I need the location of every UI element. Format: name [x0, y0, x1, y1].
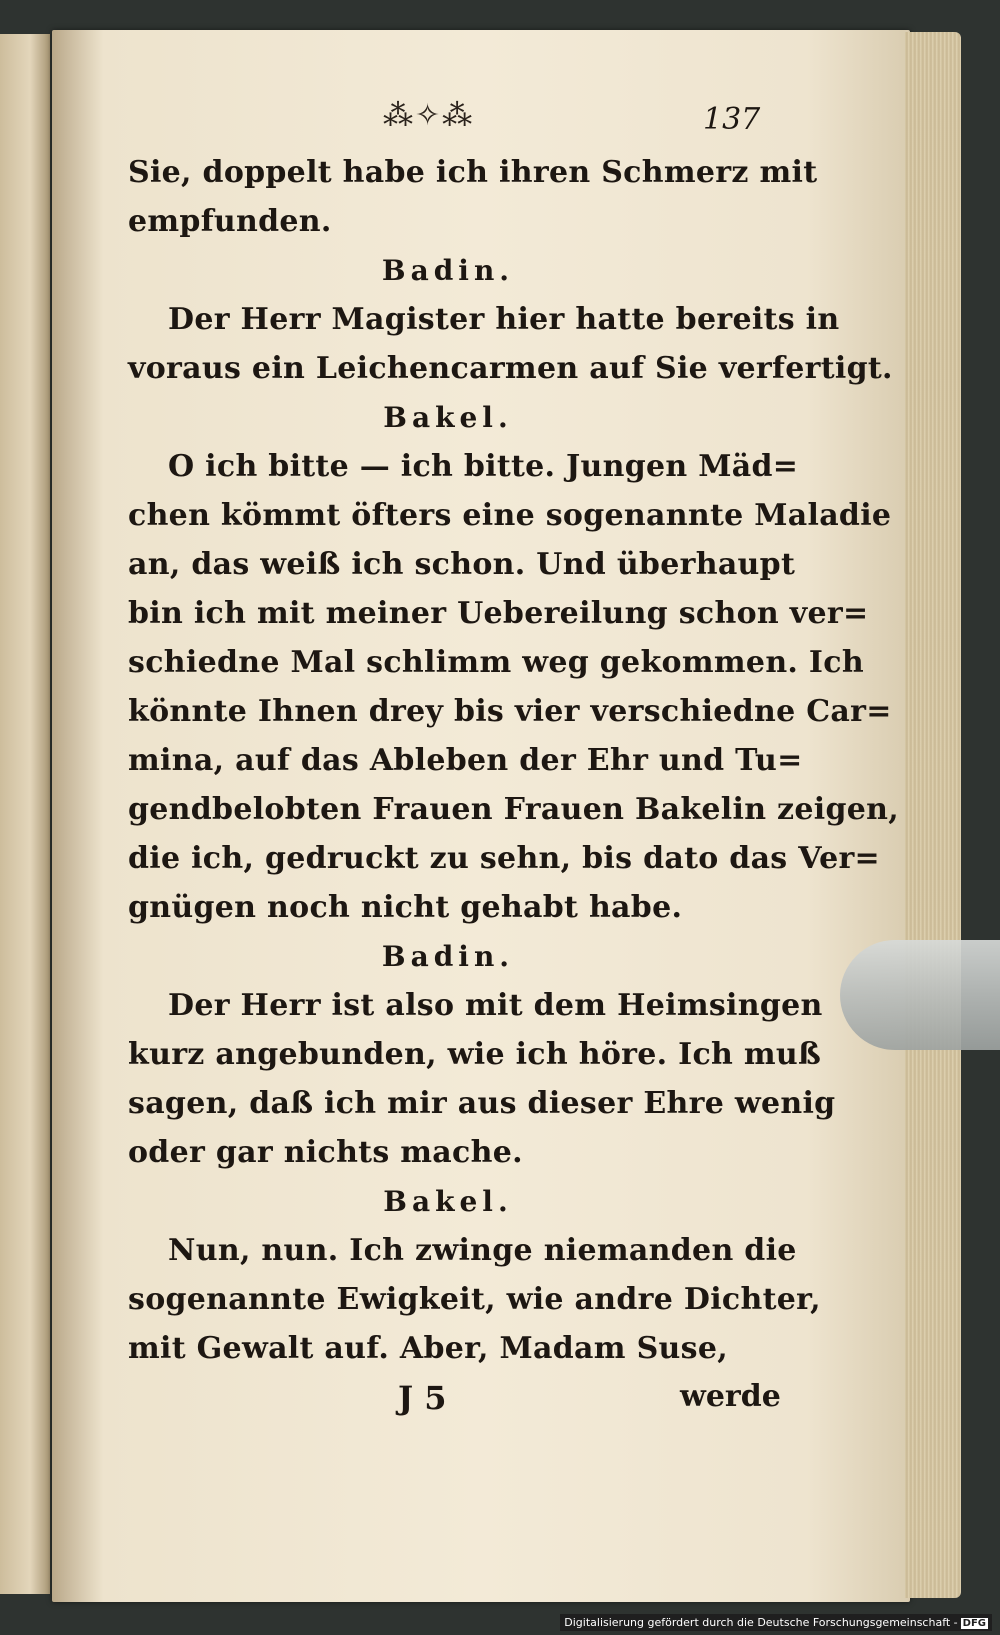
- text-line: sagen, daß ich mir aus dieser Ehre wenig: [128, 1086, 836, 1121]
- digitization-credit: [560, 1614, 992, 1631]
- speaker-name: Badin.: [381, 254, 515, 287]
- speaker-name: Bakel.: [383, 401, 513, 434]
- text-line: empfunden.: [128, 204, 332, 239]
- text-line: mit Gewalt auf. Aber, Madam Suse,: [128, 1331, 728, 1366]
- text-line: bin ich mit meiner Uebereilung schon ver=: [128, 596, 869, 631]
- page-stack-edge: [905, 32, 961, 1598]
- text-line: voraus ein Leichencarmen auf Sie verfertigt.: [128, 351, 893, 386]
- page-number: 137: [703, 102, 761, 137]
- text-line: oder gar nichts mache.: [128, 1135, 523, 1170]
- page-header: [128, 88, 768, 148]
- facing-page-edge: [0, 34, 50, 1594]
- text-line: die ich, gedruckt zu sehn, bis dato das Ver=: [128, 841, 880, 876]
- text-line: O ich bitte — ich bitte. Jungen Mäd=: [168, 449, 799, 484]
- signature-mark: J 5: [398, 1379, 447, 1417]
- text-line: gnügen noch nicht gehabt habe.: [128, 890, 683, 925]
- speaker-name: Bakel.: [383, 1185, 513, 1218]
- page-footer: [128, 1379, 781, 1431]
- catchword: werde: [680, 1379, 781, 1414]
- text-lines: [128, 148, 899, 1373]
- speaker-name: Badin.: [381, 940, 515, 973]
- text-line: schiedne Mal schlimm weg gekommen. Ich: [128, 645, 864, 680]
- dfg-logo: DFG: [962, 1618, 986, 1629]
- credit-text: Digitalisierung gefördert durch die Deutsche Forschungsgemeinschaft -: [564, 1616, 958, 1629]
- page-clip: [840, 940, 1000, 1050]
- text-line: sogenannte Ewigkeit, wie andre Dichter,: [128, 1282, 821, 1317]
- text-line: Nun, nun. Ich zwinge niemanden die: [168, 1233, 797, 1268]
- text-line: Der Herr Magister hier hatte bereits in: [168, 302, 840, 337]
- text-line: chen kömmt öfters eine sogenannte Maladie: [128, 498, 892, 533]
- header-ornament-icon: ⁂✧⁂: [383, 98, 475, 133]
- text-line: mina, auf das Ableben der Ehr und Tu=: [128, 743, 803, 778]
- text-line: Sie, doppelt habe ich ihren Schmerz mit: [128, 155, 818, 190]
- text-line: könnte Ihnen drey bis vier verschiedne Car=: [128, 694, 892, 729]
- page-text: [128, 88, 899, 1431]
- text-line: kurz angebunden, wie ich höre. Ich muß: [128, 1037, 822, 1072]
- text-line: Der Herr ist also mit dem Heimsingen: [168, 988, 823, 1023]
- text-line: gendbelobten Frauen Frauen Bakelin zeigen,: [128, 792, 899, 827]
- text-line: an, das weiß ich schon. Und überhaupt: [128, 547, 796, 582]
